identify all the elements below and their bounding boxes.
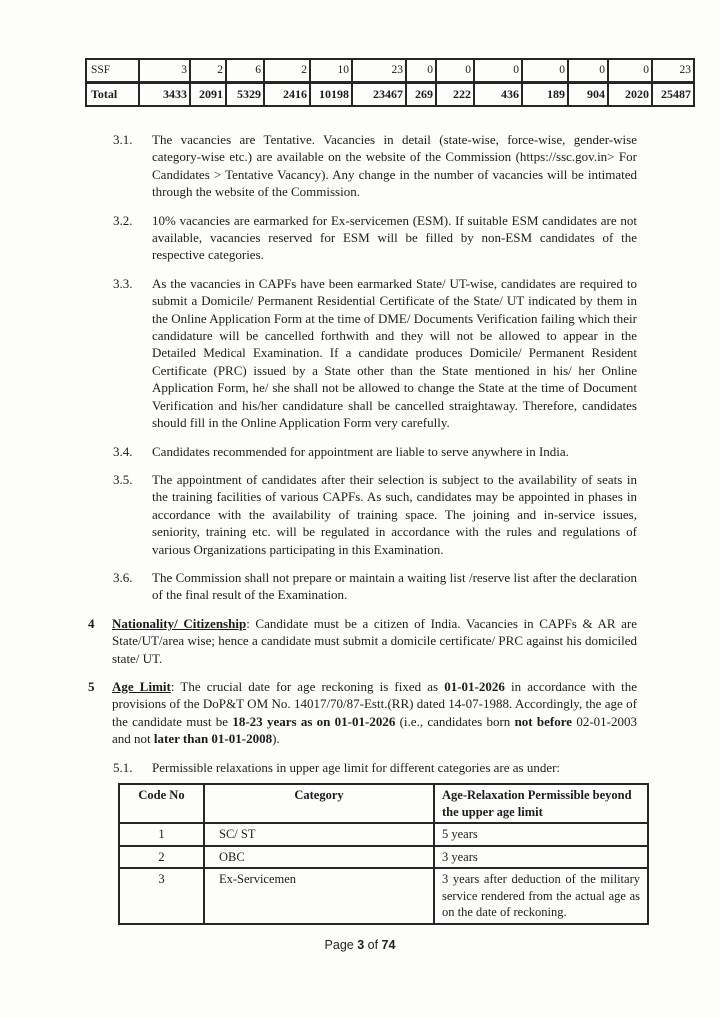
table-cell: 2091 [190, 83, 226, 107]
table-cell: 10198 [310, 83, 352, 107]
table-cell: 0 [474, 59, 522, 83]
section-number: 5 [88, 678, 95, 694]
row-label: SSF [86, 59, 139, 83]
clause-3-4 [88, 443, 637, 460]
table-cell: 0 [406, 59, 436, 83]
table-cell: 2 [264, 59, 310, 83]
column-header-code-no: Code No [119, 784, 204, 823]
item-text: Candidates recommended for appointment are liable to serve anywhere in India. [152, 443, 569, 459]
table-cell: 904 [568, 83, 608, 107]
table-cell: 3433 [139, 83, 190, 107]
column-header-age-relaxation: Age-Relaxation Permissible beyond the upper age limit [434, 784, 648, 823]
text-segment: 18-23 years as on 01-01-2026 [232, 713, 396, 729]
table-cell: 0 [568, 59, 608, 83]
text-segment: ). [272, 731, 280, 747]
item-number: 3.6. [113, 569, 133, 585]
table-cell: 10 [310, 59, 352, 83]
table-cell: 0 [522, 59, 568, 83]
item-text: The Commission shall not prepare or maintain a waiting list /reserve list after the declaration of the final result of the Examination. [152, 569, 637, 603]
table-cell: 222 [436, 83, 474, 107]
clause-3-2 [88, 212, 637, 264]
section-number: 4 [88, 615, 95, 631]
clause-3-1 [88, 131, 637, 201]
text-segment: Nationality/ Citizenship [112, 615, 247, 631]
table-cell-relaxation: 3 years [434, 846, 648, 869]
text-segment: 02-01-2003 and not [112, 713, 637, 747]
text-segment: 3 [357, 938, 365, 952]
table-row-total [86, 83, 694, 107]
row-label: Total [86, 83, 139, 107]
table-cell: 2416 [264, 83, 310, 107]
section-4-nationality [88, 615, 637, 667]
table-row [119, 823, 648, 846]
table-cell-category: OBC [204, 846, 434, 869]
text-segment: in accordance with the provisions of the DoP&T OM No. 14017/70/87-Estt.(RR) dated 14-07-1988. Accordingly, the age of the candidate must be [112, 678, 637, 729]
table-header-row [119, 784, 648, 823]
table-cell: 269 [406, 83, 436, 107]
age-relaxation-table [118, 783, 649, 925]
text-segment: 74 [381, 938, 396, 952]
item-text: Permissible relaxations in upper age limit for different categories are as under: [152, 759, 561, 775]
text-segment: of [364, 938, 382, 952]
text-segment: Age Limit [112, 678, 171, 694]
item-number: 3.2. [113, 212, 133, 228]
item-number: 3.4. [113, 443, 133, 459]
table-cell-relaxation: 5 years [434, 823, 648, 846]
item-number: 3.5. [113, 471, 133, 487]
table-cell-category: Ex-Servicemen [204, 868, 434, 924]
clause-3-3 [88, 275, 637, 432]
item-text: As the vacancies in CAPFs have been earmarked State/ UT-wise, candidates are required to submit a Domicile/ Permanent Residential Certificate of the State/ UT indicated by them in the Online Application Form at the time of DME/ Documents Verification failing which their candidature will be cancelled forthwith and they will not be allowed to appear in the Detailed Medical Examination. If a candidate produces Domicile/ Permanent Resident Certificate (PRC) issued by a State other than the State mentioned in his/ her Online Application Form, he/ she shall not be allowed to change the State at the time of Document Verification and his/her candidature shall be cancelled straightaway. Therefore, candidates should fill in the Online Application Form very carefully. [152, 275, 637, 431]
table-cell: 3 [139, 59, 190, 83]
text-segment: : The crucial date for age reckoning is fixed as [170, 678, 445, 694]
column-header-category: Category [204, 784, 434, 823]
table-cell: 23467 [352, 83, 406, 107]
item-number: 3.3. [113, 275, 133, 291]
item-text: The vacancies are Tentative. Vacancies in detail (state-wise, force-wise, gender-wise category-wise etc.) are available on the website of the Commission (https://ssc.gov.in> For Candidates > Tentative Vacancy). Any change in the number of vacancies will be intimated through the website of the Commission. [152, 132, 637, 200]
text-segment: Page [324, 938, 358, 952]
table-cell-relaxation: 3 years after deduction of the military service rendered from the actual age as on the date of reckoning. [434, 868, 648, 924]
table-cell-code: 3 [119, 868, 204, 924]
table-cell: 189 [522, 83, 568, 107]
vacancy-summary-table [85, 58, 695, 107]
table-cell: 0 [608, 59, 652, 83]
clause-5-1 [88, 759, 637, 776]
table-cell: 23 [652, 59, 694, 83]
text-segment: 01-01-2026 [444, 678, 505, 694]
table-row [119, 868, 648, 924]
table-cell: 436 [474, 83, 522, 107]
table-cell-category: SC/ ST [204, 823, 434, 846]
text-segment: : Candidate must be a citizen of India. Vacancies in CAPFs & AR are State/UT/area wise; hence a candidate must submit a domicile certificate/ PRC against his domiciled state/ UT. [112, 615, 637, 666]
table-cell: 2020 [608, 83, 652, 107]
section-text [112, 678, 637, 748]
item-text: 10% vacancies are earmarked for Ex-servicemen (ESM). If suitable ESM candidates are not available, vacancies reserved for ESM will be filled by non-ESM candidates of the respective categories. [152, 212, 637, 263]
document-body [88, 131, 640, 925]
table-cell: 23 [352, 59, 406, 83]
table-cell: 2 [190, 59, 226, 83]
page-footer [0, 938, 720, 952]
text-segment: later than 01-01-2008 [153, 731, 273, 747]
item-number: 3.1. [113, 132, 133, 147]
table-row [119, 846, 648, 869]
table-cell: 0 [436, 59, 474, 83]
table-cell: 5329 [226, 83, 264, 107]
clause-3-6 [88, 569, 637, 604]
table-cell: 25487 [652, 83, 694, 107]
item-text: The appointment of candidates after their selection is subject to the availability of seats in the training facilities of various CAPFs. As such, candidates may be appointed in phases in accordance with the availability of training space. The joining and in-service issues, seniority, training etc. will be regulated in accordance with the rules and regulations of various Organizations participating in this Examination. [152, 471, 637, 557]
section-5-age-limit [88, 678, 637, 748]
section-text [112, 615, 637, 667]
table-row-ssf [86, 59, 694, 83]
item-number: 5.1. [113, 759, 133, 775]
table-cell-code: 2 [119, 846, 204, 869]
text-segment: not before [514, 713, 573, 729]
table-cell: 6 [226, 59, 264, 83]
table-cell-code: 1 [119, 823, 204, 846]
text-segment: (i.e., candidates born [395, 713, 515, 729]
clause-3-5 [88, 471, 637, 558]
